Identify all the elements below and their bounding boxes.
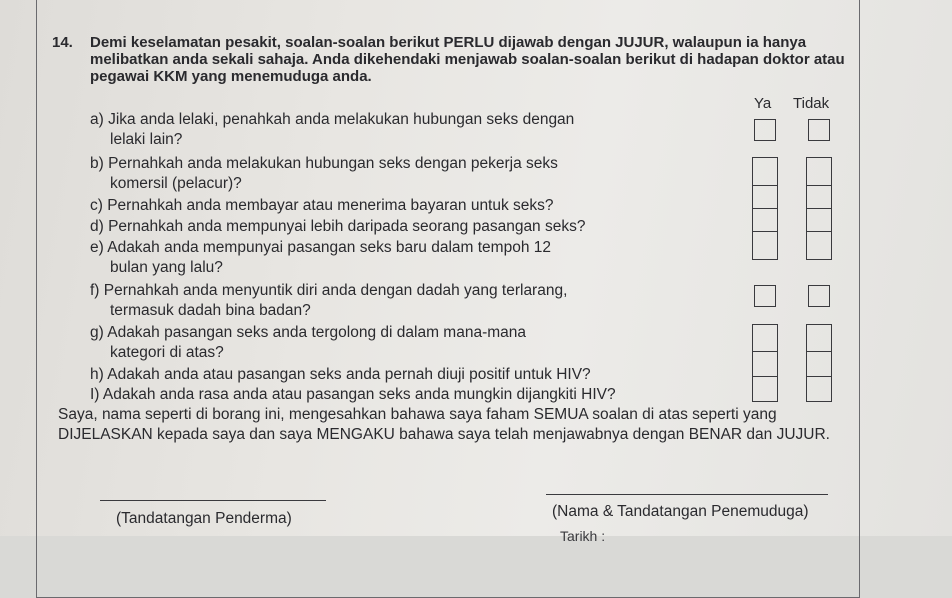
question-number: 14. <box>52 34 73 51</box>
declaration-text: Saya, nama seperti di borang ini, mengesahkan bahawa saya faham SEMUA soalan di atas seperti yang DIJELASKAN kepada saya dan saya MENGAKU bahawa saya telah menjawabnya dengan BENAR dan JUJUR. <box>58 406 830 443</box>
question-heading: Demi keselamatan pesakit, soalan-soalan berikut PERLU dijawab dengan JUJUR, walaupun ia hanya melibatkan anda sekali sahaja. Anda dikehendaki menjawab soalan-soalan berikut di hadapan doktor atau pegawai KKM yang menemuduga anda. <box>90 34 845 85</box>
checkbox-yes-c[interactable] <box>753 186 777 209</box>
checkbox-no-c[interactable] <box>807 186 831 209</box>
checkbox-yes-a[interactable] <box>754 119 776 141</box>
checkbox-no-g[interactable] <box>807 325 831 352</box>
checkbox-yes-e[interactable] <box>753 232 777 259</box>
donor-signature-line[interactable] <box>100 500 326 501</box>
item-text: d) Pernahkah anda mempunyai lebih daripada seorang pasangan seks? <box>90 218 586 235</box>
interviewer-signature-line[interactable] <box>546 494 828 495</box>
checkbox-no-a[interactable] <box>808 119 830 141</box>
item-text-cont: kategori di atas? <box>110 344 224 361</box>
question-item-f <box>90 281 730 321</box>
item-text: h) Adakah anda atau pasangan seks anda pernah diuji positif untuk HIV? <box>90 366 591 383</box>
checkbox-yes-h[interactable] <box>753 352 777 377</box>
item-text-cont: lelaki lain? <box>110 131 183 148</box>
checkbox-no-i[interactable] <box>807 377 831 401</box>
checkbox-stack-yes-b-e <box>752 157 778 260</box>
checkbox-no-d[interactable] <box>807 209 831 232</box>
checkbox-yes-d[interactable] <box>753 209 777 232</box>
item-text-cont: termasuk dadah bina badan? <box>110 302 311 319</box>
checkbox-yes-b[interactable] <box>753 158 777 186</box>
checkbox-no-h[interactable] <box>807 352 831 377</box>
item-text: c) Pernahkah anda membayar atau menerima bayaran untuk seks? <box>90 197 554 214</box>
checkbox-no-b[interactable] <box>807 158 831 186</box>
checkbox-yes-f[interactable] <box>754 285 776 307</box>
question-item-e <box>90 238 730 278</box>
item-text: a) Jika anda lelaki, penahkah anda melakukan hubungan seks dengan <box>90 111 575 128</box>
question-item-c <box>90 196 730 216</box>
item-text: I) Adakah anda rasa anda atau pasangan seks anda mungkin dijangkiti HIV? <box>90 386 616 403</box>
date-label-partial: Tarikh : <box>560 528 606 544</box>
checkbox-no-e[interactable] <box>807 232 831 259</box>
checkbox-yes-g[interactable] <box>753 325 777 352</box>
interviewer-signature-label: (Nama & Tandatangan Penemuduga) <box>552 503 809 520</box>
item-text-cont: komersil (pelacur)? <box>110 175 242 192</box>
item-text: f) Pernahkah anda menyuntik diri anda dengan dadah yang terlarang, <box>90 282 568 299</box>
checkbox-stack-no-g-i <box>806 324 832 402</box>
column-no-label: Tidak <box>793 95 830 112</box>
question-item-g <box>90 323 730 363</box>
question-item-d <box>90 217 730 237</box>
question-item-a <box>90 110 730 150</box>
question-item-i <box>90 385 750 405</box>
checkbox-yes-i[interactable] <box>753 377 777 401</box>
column-yes-label: Ya <box>754 95 772 112</box>
item-text-cont: bulan yang lalu? <box>110 259 223 276</box>
question-item-b <box>90 154 730 194</box>
question-item-h <box>90 365 730 385</box>
item-text: b) Pernahkah anda melakukan hubungan seks dengan pekerja seks <box>90 155 558 172</box>
checkbox-no-f[interactable] <box>808 285 830 307</box>
donor-signature-label: (Tandatangan Penderma) <box>116 510 292 527</box>
item-text: g) Adakah pasangan seks anda tergolong di dalam mana-mana <box>90 324 527 341</box>
checkbox-stack-no-b-e <box>806 157 832 260</box>
item-text: e) Adakah anda mempunyai pasangan seks baru dalam tempoh 12 <box>90 239 551 256</box>
checkbox-stack-yes-g-i <box>752 324 778 402</box>
